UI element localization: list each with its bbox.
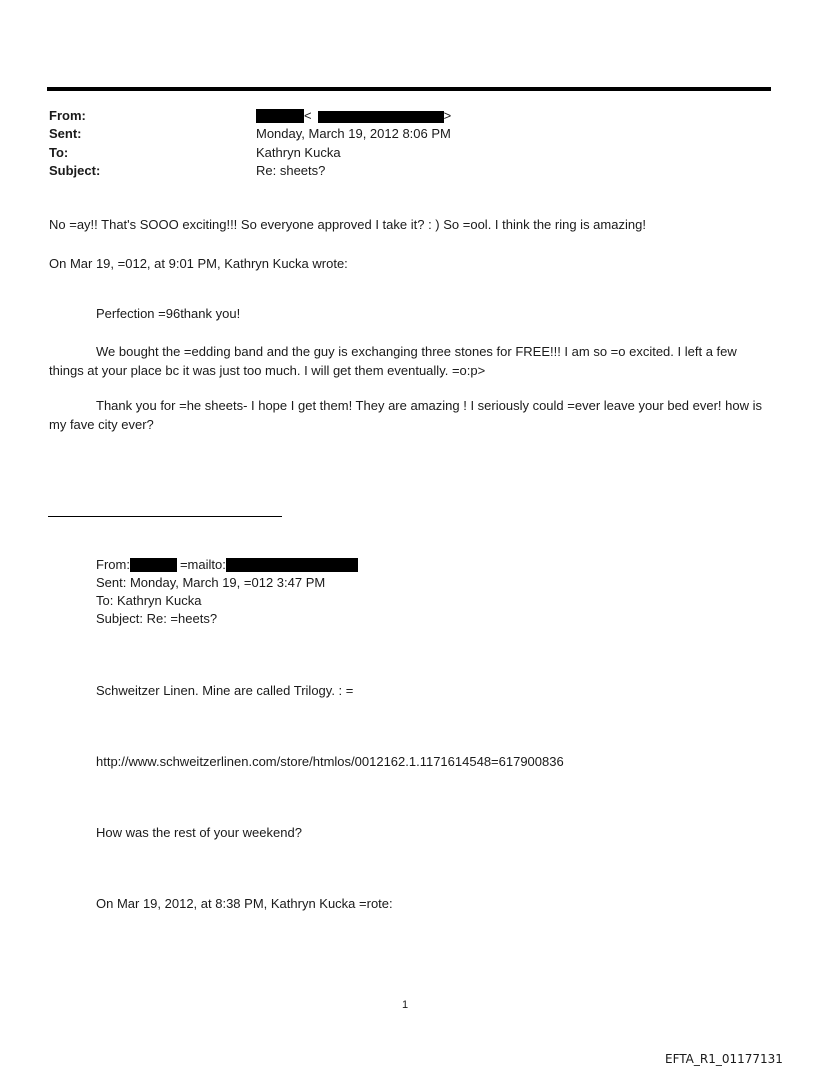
quoted-from-label: From: — [96, 557, 130, 572]
sent-label: Sent: — [49, 126, 82, 141]
quoted-line-1: Schweitzer Linen. Mine are called Trilogy. : = — [96, 683, 354, 698]
to-label: To: — [49, 145, 69, 160]
sent-value: Monday, March 19, 2012 8:06 PM — [256, 126, 451, 141]
separator-line — [48, 516, 282, 517]
quoted-link: http://www.schweitzerlinen.com/store/htmlos/0012162.1.1171614548=617900836 — [96, 754, 564, 769]
quoted-mailto: =mailto: — [179, 557, 226, 572]
from-value — [256, 107, 451, 125]
redaction-block — [256, 109, 304, 123]
to-value: Kathryn Kucka — [256, 145, 341, 160]
quoted-from — [96, 556, 358, 574]
quote-para-3: Thank you for =he sheets- I hope I get them! They are amazing ! I seriously could =ever leave your bed ever! how is my fave city ever? — [49, 398, 763, 432]
redaction-block — [130, 558, 177, 572]
redaction-block — [318, 111, 444, 123]
subject-label: Subject: — [49, 163, 101, 178]
document-id: EFTA_R1_01177131 — [665, 1052, 783, 1066]
from-gt: > — [443, 108, 452, 123]
attribution-1: On Mar 19, =012, at 9:01 PM, Kathryn Kucka wrote: — [49, 256, 348, 271]
from-lt: < — [304, 108, 312, 123]
header-rule — [47, 87, 771, 91]
quoted-to: To: Kathryn Kucka — [96, 593, 202, 608]
page-number: 1 — [402, 999, 409, 1011]
attribution-2: On Mar 19, 2012, at 8:38 PM, Kathryn Kucka =rote: — [96, 896, 393, 911]
quote-line-1: Perfection =96thank you! — [96, 306, 241, 321]
subject-value: Re: sheets? — [256, 163, 326, 178]
redaction-block — [226, 558, 358, 572]
quoted-sent: Sent: Monday, March 19, =012 3:47 PM — [96, 575, 326, 590]
quoted-subject: Subject: Re: =heets? — [96, 611, 218, 626]
quote-para-2: We bought the =edding band and the guy is exchanging three stones for FREE!!! I am so =o excited. I left a few things at your place bc it was just too much. I will get them eventually. =o:p> — [49, 344, 737, 378]
reply-text: No =ay!! That's SOOO exciting!!! So everyone approved I take it? : ) So =ool. I think the ring is amazing! — [49, 217, 646, 232]
quoted-line-2: How was the rest of your weekend? — [96, 825, 302, 840]
from-label: From: — [49, 108, 86, 123]
